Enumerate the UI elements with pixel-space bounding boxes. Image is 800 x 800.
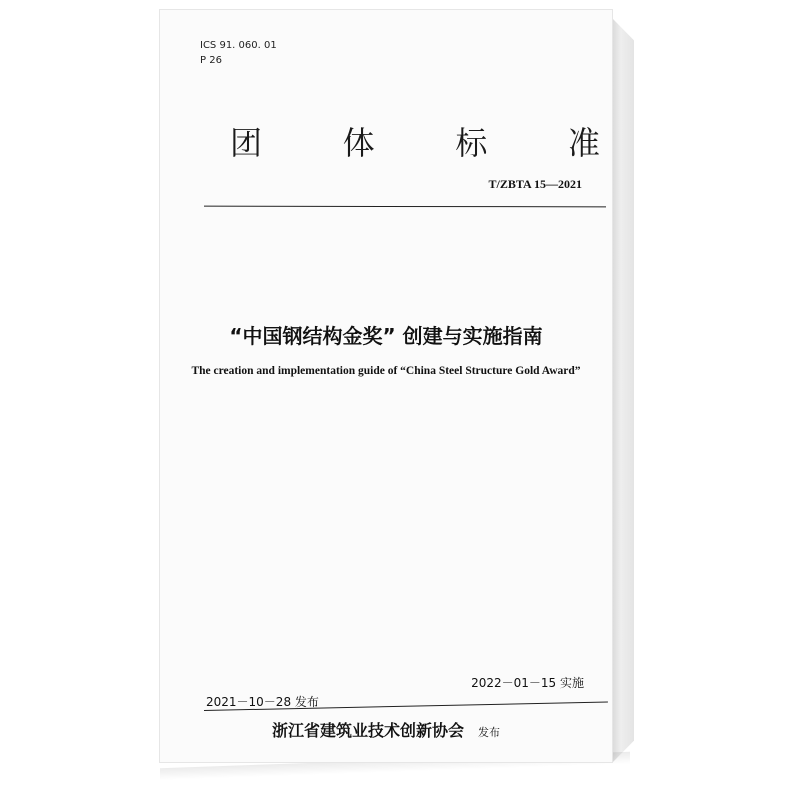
top-divider bbox=[204, 206, 606, 208]
standard-type-char: 准 bbox=[567, 124, 600, 162]
standard-type bbox=[230, 118, 600, 164]
classification-codes bbox=[200, 38, 277, 68]
ccs-code: P 26 bbox=[200, 55, 222, 66]
standard-type-char: 标 bbox=[455, 124, 488, 162]
publisher-name: 浙江省建筑业技术创新协会 bbox=[271, 721, 464, 740]
issue-date: 2021－10－28 发布 bbox=[206, 695, 319, 709]
publisher-line bbox=[160, 718, 612, 741]
implement-date: 2022－01－15 实施 bbox=[471, 676, 584, 690]
standard-type-char: 体 bbox=[342, 124, 375, 162]
book-cover bbox=[160, 10, 612, 762]
title-chinese: “中国钢结构金奖” 创建与实施指南 bbox=[229, 324, 543, 348]
standard-number: T/ZBTA 15—2021 bbox=[488, 177, 582, 191]
title-english: The creation and implementation guide of “China Steel Structure Gold Award” bbox=[191, 365, 581, 377]
standard-type-char: 团 bbox=[230, 124, 263, 162]
publish-label: 发布 bbox=[478, 726, 500, 739]
ics-code: ICS 91. 060. 01 bbox=[200, 40, 277, 51]
book-spine-edge bbox=[612, 18, 634, 763]
